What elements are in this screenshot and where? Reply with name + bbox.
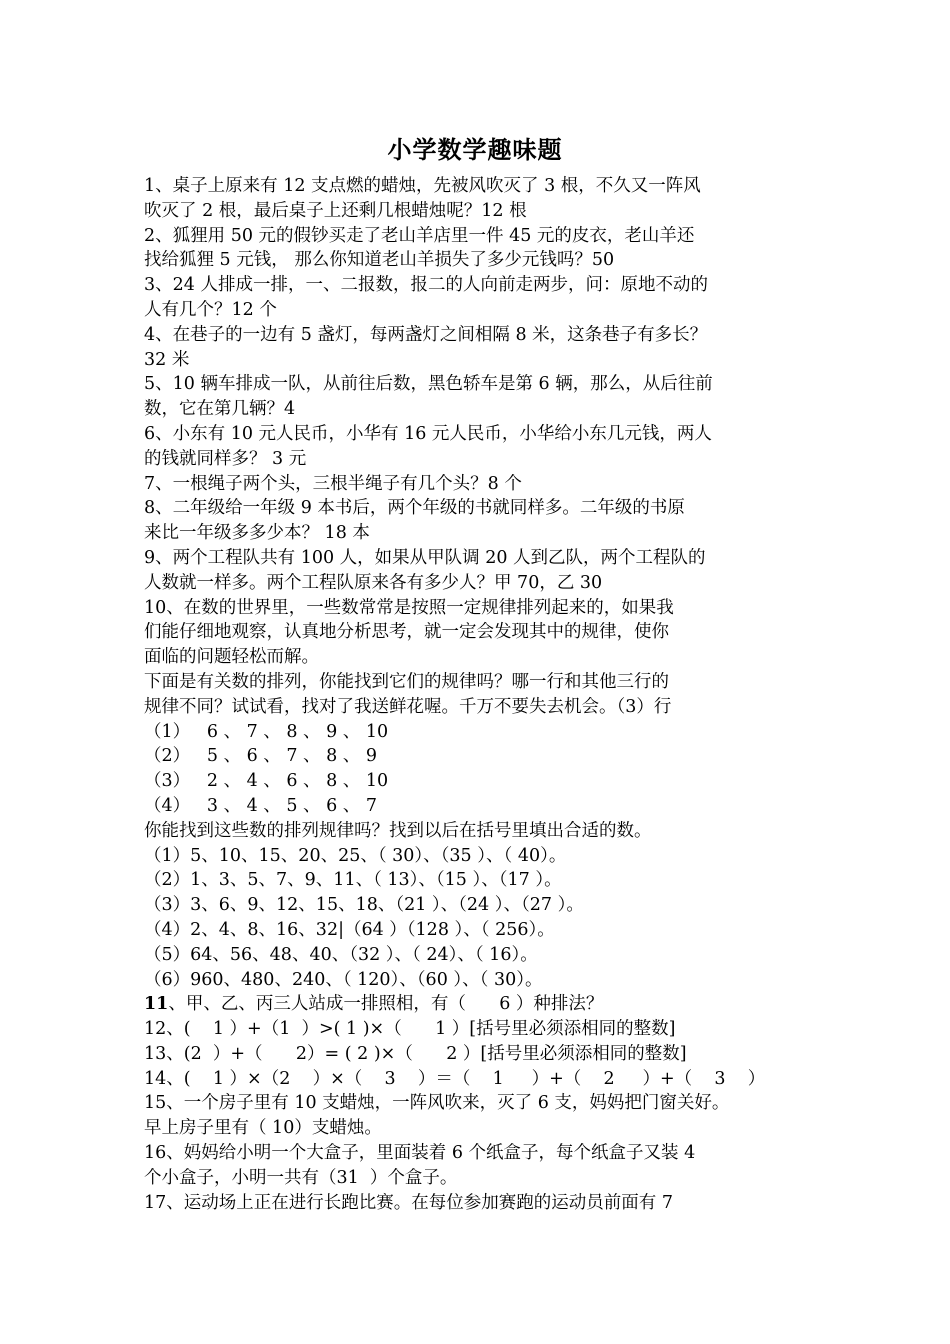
text-line: （4）2、4、8、16、32|（64 ）（128 ）、（ 256）。: [144, 919, 555, 940]
text-line: 12、( 1 ）+（1 ）>( 1 )×（ 1 ）[括号里必须添相同的整数]: [144, 1019, 676, 1040]
text-line: 6、小东有 10 元人民币，小华有 16 元人民币，小华给小东几元钱，两人: [144, 423, 712, 444]
text-line: 7、一根绳子两个头，三根半绳子有几个头？8 个: [144, 473, 522, 494]
text-line: 面临的问题轻松而解。: [144, 647, 319, 668]
text-line: （3）3、6、9、12、15、18、（21 ）、（24 ）、（27 ）。: [144, 895, 584, 916]
text-line: 3、24 人排成一排，一、二报数，报二的人向前走两步，问：原地不动的: [144, 275, 708, 296]
question-number: 11: [144, 994, 169, 1015]
question-text: 、甲、乙、丙三人站成一排照相，有（ 6 ）种排法？: [168, 994, 604, 1015]
text-line: 来比一年级多多少本？ 18 本: [144, 523, 370, 544]
text-line: 2、狐狸用 50 元的假钞买走了老山羊店里一件 45 元的皮衣，老山羊还: [144, 225, 695, 246]
text-line: 16、妈妈给小明一个大盒子，里面装着 6 个纸盒子，每个纸盒子又装 4: [144, 1143, 696, 1164]
page-title: 小学数学趣味题: [387, 135, 563, 164]
text-line: （5）64、56、48、40、（32 ）、（ 24）、（ 16）。: [144, 944, 538, 965]
text-line: 找给狐狸 5 元钱， 那么你知道老山羊损失了多少元钱吗？50: [144, 250, 615, 271]
text-line: 下面是有关数的排列，你能找到它们的规律吗？哪一行和其他三行的: [144, 671, 669, 692]
text-line: （2） 5 、 6 、 7 、 8 、 9: [144, 746, 377, 767]
text-line: 规律不同？试试看，找对了我送鲜花喔。千万不要失去机会。（3）行: [144, 696, 672, 717]
text-line: （1）5、10、15、20、25、（ 30）、（35 ）、（ 40）。: [144, 845, 567, 866]
document-body: [144, 174, 824, 1215]
text-line: （6）960、480、240、（ 120）、（60 ）、（ 30）。: [144, 969, 543, 990]
text-line: 4、在巷子的一边有 5 盏灯，每两盏灯之间相隔 8 米，这条巷子有多长？: [144, 324, 708, 345]
text-line: 早上房子里有（ 10）支蜡烛。: [144, 1118, 382, 1139]
text-line: 人有几个？12 个: [144, 299, 277, 320]
text-line: 1、桌子上原来有 12 支点燃的蜡烛，先被风吹灭了 3 根，不久又一阵风: [144, 176, 701, 196]
text-line: 们能仔细地观察，认真地分析思考，就一定会发现其中的规律，使你: [144, 622, 669, 643]
text-line: 吹灭了 2 根，最后桌子上还剩几根蜡烛呢？12 根: [144, 200, 527, 221]
text-line: （1） 6 、 7 、 8 、 9 、 10: [144, 721, 389, 742]
text-line: 14、( 1 ）×（2 ）×（ 3 ）＝（ 1 ）+（ 2 ）+（ 3 ）: [144, 1068, 766, 1089]
text-line: 8、二年级给一年级 9 本书后，两个年级的书就同样多。二年级的书原: [144, 498, 685, 519]
text-line: 10、在数的世界里，一些数常常是按照一定规律排列起来的，如果我: [144, 597, 674, 618]
text-line: 32 米: [144, 349, 190, 370]
text-line: 5、10 辆车排成一队，从前往后数，黑色轿车是第 6 辆，那么，从后往前: [144, 374, 713, 395]
text-line: 13、(2 ）+（ 2）= ( 2 )×（ 2 ）[括号里必须添相同的整数]: [144, 1043, 687, 1064]
text-line-11: [144, 992, 824, 1017]
text-line: 个小盒子，小明一共有（31 ）个盒子。: [144, 1167, 458, 1188]
text-line: 人数就一样多。两个工程队原来各有多少人？甲 70，乙 30: [144, 572, 603, 593]
text-line: 的钱就同样多？ 3 元: [144, 448, 307, 469]
text-line: 15、一个房子里有 10 支蜡烛，一阵风吹来，灭了 6 支，妈妈把门窗关好。: [144, 1093, 730, 1114]
text-line: （3） 2 、 4 、 6 、 8 、 10: [144, 771, 389, 792]
text-line: （2）1、3、5、7、9、11、（ 13）、（15 ）、（17 ）。: [144, 870, 562, 891]
text-line: 17、运动场上正在进行长跑比赛。在每位参加赛跑的运动员前面有 7: [144, 1192, 673, 1213]
text-line: 9、两个工程队共有 100 人，如果从甲队调 20 人到乙队，两个工程队的: [144, 547, 706, 568]
text-line: （4） 3 、 4 、 5 、 6 、 7: [144, 795, 377, 816]
text-line: 数，它在第几辆？4: [144, 399, 296, 420]
text-line: 你能找到这些数的排列规律吗？找到以后在括号里填出合适的数。: [144, 820, 652, 841]
